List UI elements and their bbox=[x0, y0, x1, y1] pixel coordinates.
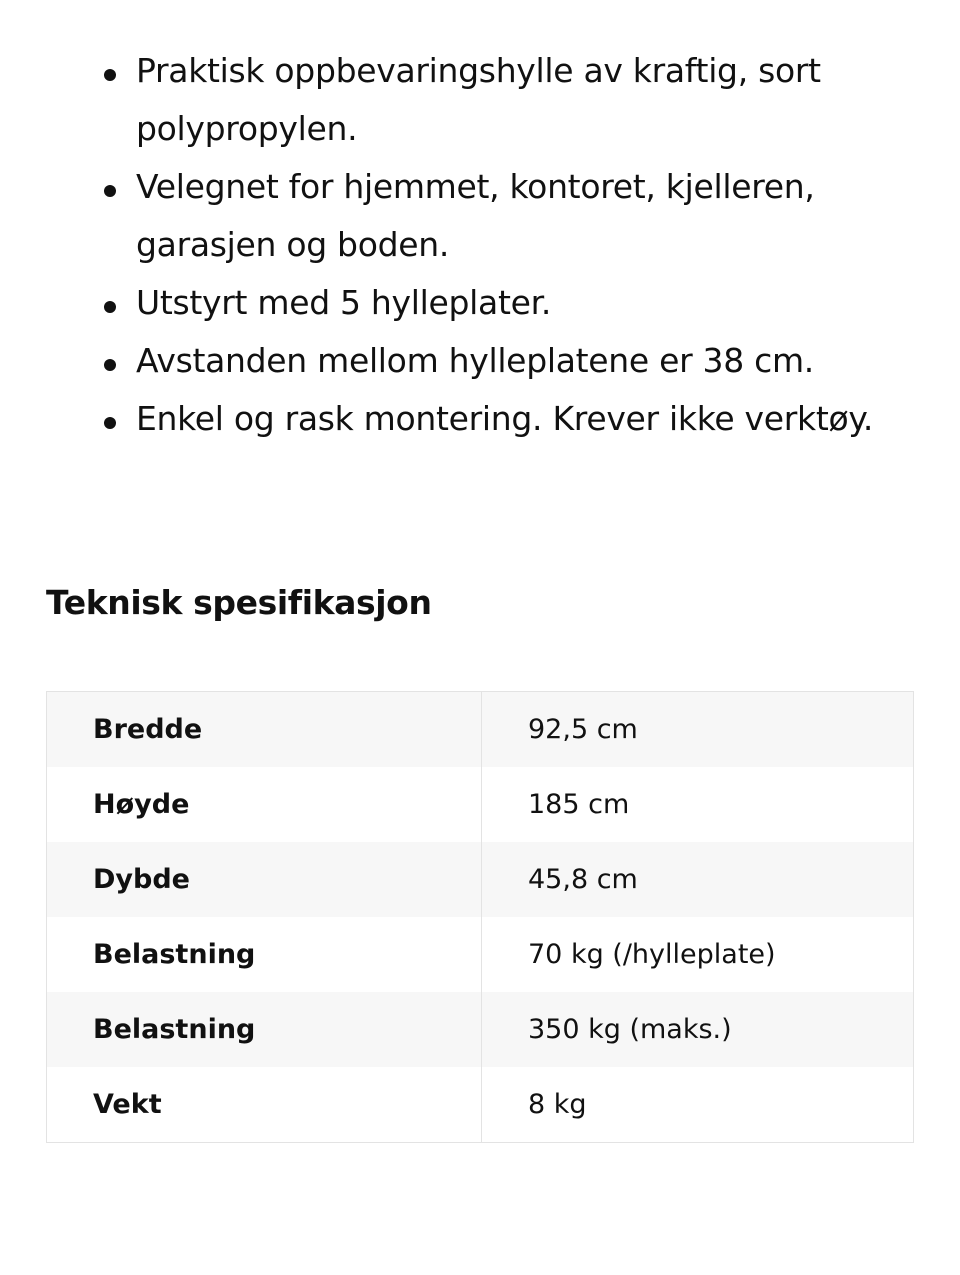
spec-label: Dybde bbox=[47, 842, 482, 917]
spec-value: 185 cm bbox=[482, 767, 914, 842]
spec-title: Teknisk spesifikasjon bbox=[46, 583, 432, 622]
spec-label: Belastning bbox=[47, 917, 482, 992]
spec-label: Høyde bbox=[47, 767, 482, 842]
table-row bbox=[47, 767, 914, 842]
spec-label: Belastning bbox=[47, 992, 482, 1067]
spec-label: Vekt bbox=[47, 1067, 482, 1143]
feature-item: Velegnet for hjemmet, kontoret, kjelleren, garasjen og boden. bbox=[0, 158, 960, 274]
table-row bbox=[47, 992, 914, 1067]
spec-table bbox=[46, 691, 914, 1143]
feature-item: Praktisk oppbevaringshylle av kraftig, sort polypropylen. bbox=[0, 42, 960, 158]
table-row bbox=[47, 1067, 914, 1143]
spec-value: 92,5 cm bbox=[482, 692, 914, 768]
spec-value: 45,8 cm bbox=[482, 842, 914, 917]
feature-item: Avstanden mellom hylleplatene er 38 cm. bbox=[0, 332, 960, 390]
table-row bbox=[47, 692, 914, 768]
table-row bbox=[47, 917, 914, 992]
spec-value: 70 kg (/hylleplate) bbox=[482, 917, 914, 992]
table-row bbox=[47, 842, 914, 917]
spec-value: 8 kg bbox=[482, 1067, 914, 1143]
feature-list bbox=[0, 42, 960, 448]
spec-label: Bredde bbox=[47, 692, 482, 768]
feature-item: Enkel og rask montering. Krever ikke verktøy. bbox=[0, 390, 960, 448]
spec-value: 350 kg (maks.) bbox=[482, 992, 914, 1067]
feature-item: Utstyrt med 5 hylleplater. bbox=[0, 274, 960, 332]
